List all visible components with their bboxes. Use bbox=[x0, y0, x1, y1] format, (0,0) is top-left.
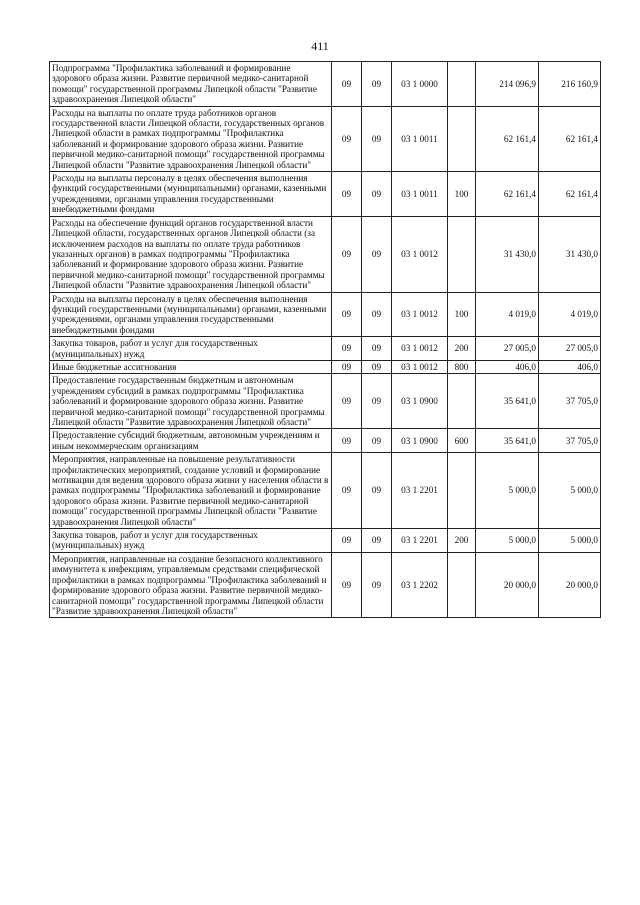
row-name-cell: Подпрограмма "Профилактика заболеваний и формирование здорового образа жизни. Развитие первичной медико-санитарной помощи" государственной программы Липецкой области "Развитие здравоохранения Липецкой области" bbox=[50, 62, 332, 107]
razdel-cell: 09 bbox=[332, 172, 362, 217]
amount-year2-cell: 37 705,0 bbox=[539, 374, 601, 429]
table-row bbox=[50, 172, 601, 217]
podrazdel-cell: 09 bbox=[362, 429, 392, 453]
page-number: 411 bbox=[311, 39, 329, 53]
target-article-cell: 03 1 0012 bbox=[392, 360, 448, 373]
amount-year2-cell: 31 430,0 bbox=[539, 216, 601, 292]
target-article-cell: 03 1 0011 bbox=[392, 106, 448, 171]
podrazdel-cell: 09 bbox=[362, 374, 392, 429]
podrazdel-cell: 09 bbox=[362, 360, 392, 373]
row-name-cell: Предоставление государственным бюджетным и автономным учреждениям субсидий в рамках подпрограммы "Профилактика заболеваний и формирование здорового образа жизни. Развитие первичной медико-санитарной помощи" государственной программы Липецкой области "Развитие здравоохранения Липецкой области" bbox=[50, 374, 332, 429]
table-row bbox=[50, 453, 601, 529]
expense-type-cell bbox=[448, 374, 476, 429]
table-row bbox=[50, 374, 601, 429]
razdel-cell: 09 bbox=[332, 216, 362, 292]
target-article-cell: 03 1 0000 bbox=[392, 62, 448, 107]
podrazdel-cell: 09 bbox=[362, 292, 392, 337]
amount-year1-cell: 27 005,0 bbox=[476, 337, 539, 361]
amount-year1-cell: 5 000,0 bbox=[476, 529, 539, 553]
row-name-cell: Мероприятия, направленные на создание безопасного коллективного иммунитета к инфекциям, управляемым средствами специфической профилактики в рамках подпрограммы "Профилактика заболеваний и формирование здорового образа жизни. Развитие первичной медико-санитарной помощи" государственной программы Липецкой области "Развитие здравоохранения Липецкой области" bbox=[50, 552, 332, 617]
expense-type-cell: 200 bbox=[448, 337, 476, 361]
amount-year2-cell: 5 000,0 bbox=[539, 529, 601, 553]
amount-year1-cell: 35 641,0 bbox=[476, 374, 539, 429]
podrazdel-cell: 09 bbox=[362, 62, 392, 107]
row-name-cell: Расходы на выплаты по оплате труда работников органов государственной власти Липецкой области, государственных органов Липецкой области в рамках подпрограммы "Профилактика заболеваний и формирование здорового образа жизни. Развитие первичной медико-санитарной помощи" государственной программы Липецкой области "Развитие здравоохранения Липецкой области" bbox=[50, 106, 332, 171]
table-row bbox=[50, 292, 601, 337]
table-row bbox=[50, 529, 601, 553]
amount-year2-cell: 62 161,4 bbox=[539, 106, 601, 171]
razdel-cell: 09 bbox=[332, 62, 362, 107]
expense-type-cell: 100 bbox=[448, 292, 476, 337]
expense-type-cell bbox=[448, 106, 476, 171]
row-name-cell: Расходы на выплаты персоналу в целях обеспечения выполнения функций государственными (муниципальными) органами, казенными учреждениями, органами управления государственными внебюджетными фондами bbox=[50, 172, 332, 217]
table-row bbox=[50, 106, 601, 171]
row-name-cell: Закупка товаров, работ и услуг для государственных (муниципальных) нужд bbox=[50, 337, 332, 361]
expense-type-cell bbox=[448, 453, 476, 529]
amount-year2-cell: 4 019,0 bbox=[539, 292, 601, 337]
razdel-cell: 09 bbox=[332, 292, 362, 337]
expense-type-cell: 800 bbox=[448, 360, 476, 373]
target-article-cell: 03 1 0900 bbox=[392, 429, 448, 453]
row-name-cell: Расходы на выплаты персоналу в целях обеспечения выполнения функций государственными (муниципальными) органами, казенными учреждениями, органами управления государственными внебюджетными фондами bbox=[50, 292, 332, 337]
row-name-cell: Расходы на обеспечение функций органов государственной власти Липецкой области, государственных органов Липецкой области (за исключением расходов на выплаты по оплате труда работников указанных органов) в рамках подпрограммы "Профилактика заболеваний и формирование здорового образа жизни. Развитие первичной медико-санитарной помощи" государственной программы Липецкой области "Развитие здравоохранения Липецкой области" bbox=[50, 216, 332, 292]
row-name-cell: Предоставление субсидий бюджетным, автономным учреждениям и иным некоммерческим организациям bbox=[50, 429, 332, 453]
row-name-cell: Иные бюджетные ассигнования bbox=[50, 360, 332, 373]
target-article-cell: 03 1 0012 bbox=[392, 216, 448, 292]
razdel-cell: 09 bbox=[332, 374, 362, 429]
razdel-cell: 09 bbox=[332, 552, 362, 617]
podrazdel-cell: 09 bbox=[362, 453, 392, 529]
row-name-cell: Мероприятия, направленные на повышение результативности профилактических мероприятий, создание условий и формирование мотивации для ведения здорового образа жизни у населения области в рамках подпрограммы "Профилактика заболеваний и формирование здорового образа жизни. Развитие первичной медико-санитарной помощи" государственной программы Липецкой области "Развитие здравоохранения Липецкой области" bbox=[50, 453, 332, 529]
amount-year1-cell: 62 161,4 bbox=[476, 172, 539, 217]
target-article-cell: 03 1 0012 bbox=[392, 292, 448, 337]
table-row bbox=[50, 216, 601, 292]
amount-year2-cell: 406,0 bbox=[539, 360, 601, 373]
expense-type-cell: 600 bbox=[448, 429, 476, 453]
amount-year1-cell: 214 096,9 bbox=[476, 62, 539, 107]
target-article-cell: 03 1 0011 bbox=[392, 172, 448, 217]
amount-year2-cell: 216 160,9 bbox=[539, 62, 601, 107]
podrazdel-cell: 09 bbox=[362, 552, 392, 617]
amount-year1-cell: 62 161,4 bbox=[476, 106, 539, 171]
expense-type-cell bbox=[448, 552, 476, 617]
row-name-cell: Закупка товаров, работ и услуг для государственных (муниципальных) нужд bbox=[50, 529, 332, 553]
podrazdel-cell: 09 bbox=[362, 106, 392, 171]
table-row bbox=[50, 429, 601, 453]
budget-table bbox=[49, 61, 601, 618]
razdel-cell: 09 bbox=[332, 337, 362, 361]
razdel-cell: 09 bbox=[332, 360, 362, 373]
amount-year1-cell: 20 000,0 bbox=[476, 552, 539, 617]
target-article-cell: 03 1 0012 bbox=[392, 337, 448, 361]
target-article-cell: 03 1 2202 bbox=[392, 552, 448, 617]
amount-year1-cell: 5 000,0 bbox=[476, 453, 539, 529]
target-article-cell: 03 1 2201 bbox=[392, 529, 448, 553]
budget-table-body bbox=[50, 62, 601, 618]
amount-year2-cell: 37 705,0 bbox=[539, 429, 601, 453]
amount-year2-cell: 62 161,4 bbox=[539, 172, 601, 217]
expense-type-cell bbox=[448, 216, 476, 292]
amount-year2-cell: 5 000,0 bbox=[539, 453, 601, 529]
table-row bbox=[50, 360, 601, 373]
amount-year1-cell: 406,0 bbox=[476, 360, 539, 373]
amount-year2-cell: 27 005,0 bbox=[539, 337, 601, 361]
target-article-cell: 03 1 0900 bbox=[392, 374, 448, 429]
amount-year1-cell: 31 430,0 bbox=[476, 216, 539, 292]
expense-type-cell: 100 bbox=[448, 172, 476, 217]
podrazdel-cell: 09 bbox=[362, 216, 392, 292]
podrazdel-cell: 09 bbox=[362, 529, 392, 553]
amount-year1-cell: 35 641,0 bbox=[476, 429, 539, 453]
razdel-cell: 09 bbox=[332, 429, 362, 453]
table-row bbox=[50, 62, 601, 107]
amount-year2-cell: 20 000,0 bbox=[539, 552, 601, 617]
target-article-cell: 03 1 2201 bbox=[392, 453, 448, 529]
table-row bbox=[50, 337, 601, 361]
podrazdel-cell: 09 bbox=[362, 172, 392, 217]
expense-type-cell bbox=[448, 62, 476, 107]
podrazdel-cell: 09 bbox=[362, 337, 392, 361]
table-row bbox=[50, 552, 601, 617]
razdel-cell: 09 bbox=[332, 453, 362, 529]
razdel-cell: 09 bbox=[332, 529, 362, 553]
expense-type-cell: 200 bbox=[448, 529, 476, 553]
razdel-cell: 09 bbox=[332, 106, 362, 171]
amount-year1-cell: 4 019,0 bbox=[476, 292, 539, 337]
